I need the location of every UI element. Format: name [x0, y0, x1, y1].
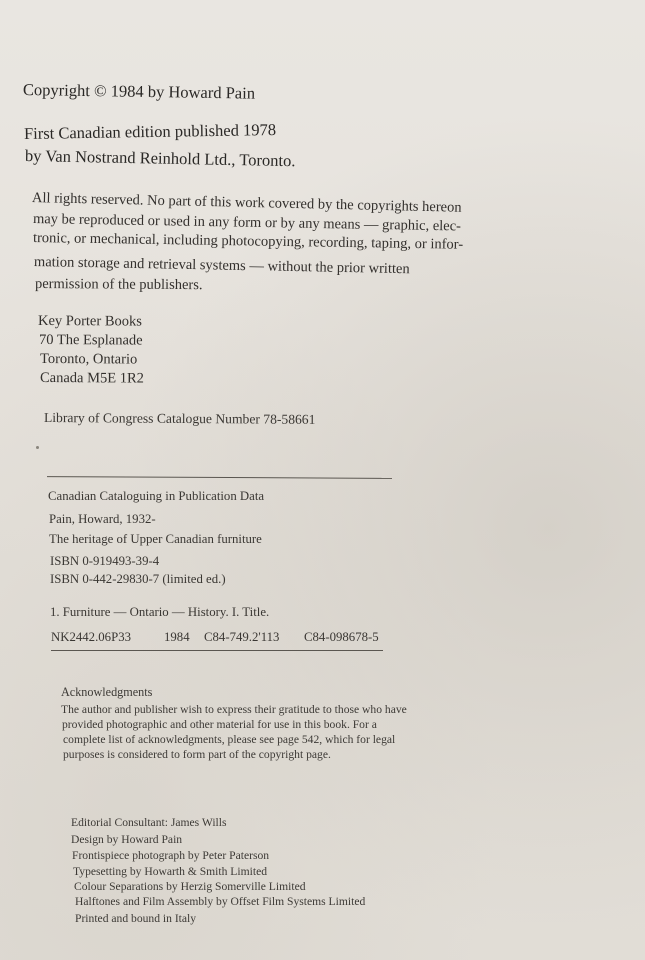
cip-heading: Canadian Cataloguing in Publication Data [48, 489, 265, 503]
credit-line: Editorial Consultant: James Wills [71, 816, 227, 829]
acknowledgments-line: provided photographic and other material for use in this book. For a [62, 718, 377, 731]
acknowledgments-line: The author and publisher wish to express their gratitude to those who have [61, 703, 407, 716]
credit-line: Typesetting by Howarth & Smith Limited [73, 865, 268, 878]
publisher-name: Key Porter Books [37, 313, 142, 330]
cip-isbn-1: ISBN 0-919493-39-4 [50, 554, 160, 568]
publisher-city: Toronto, Ontario [39, 351, 138, 368]
acknowledgments-line: purposes is considered to form part of the copyright page. [63, 748, 331, 761]
cip-bottom-rule [51, 650, 383, 651]
publisher-street: 70 The Esplanade [38, 332, 143, 349]
credit-line: Design by Howard Pain [71, 833, 183, 846]
cip-subjects: 1. Furniture — Ontario — History. I. Title. [50, 605, 270, 619]
credit-line: Frontispiece photograph by Peter Paterson [72, 849, 270, 862]
cip-isbn-2: ISBN 0-442-29830-7 (limited ed.) [50, 572, 226, 586]
acknowledgments-line: complete list of acknowledgments, please see page 542, which for legal [63, 733, 396, 746]
edition-line-1: First Canadian edition published 1978 [23, 120, 277, 143]
credit-line: Colour Separations by Herzig Somerville Limited [74, 880, 306, 893]
cip-top-rule [47, 476, 392, 479]
cip-class-number: NK2442.06P33 [51, 630, 131, 644]
cip-author: Pain, Howard, 1932- [49, 512, 156, 526]
cip-class-dewey: C84-749.2'113 [204, 630, 280, 644]
credit-line: Printed and bound in Italy [75, 912, 197, 925]
publisher-postal: Canada M5E 1R2 [39, 370, 144, 387]
rights-line: All rights reserved. No part of this work covered by the copyrights hereon [31, 190, 462, 216]
rights-line: may be reproduced or used in any form or by any means — graphic, elec- [32, 211, 462, 235]
rights-line: tronic, or mechanical, including photocopying, recording, taping, or infor- [32, 230, 464, 253]
cip-class-control: C84-098678-5 [304, 630, 379, 644]
rights-line: permission of the publishers. [34, 276, 203, 294]
cip-class-year: 1984 [164, 630, 190, 644]
dust-speck [36, 446, 39, 449]
rights-line: mation storage and retrieval systems — without the prior written [33, 254, 410, 278]
acknowledgments-heading: Acknowledgments [61, 685, 153, 699]
credit-line: Halftones and Film Assembly by Offset Film Systems Limited [75, 895, 366, 908]
edition-line-2: by Van Nostrand Reinhold Ltd., Toronto. [24, 146, 296, 171]
library-of-congress-number: Library of Congress Catalogue Number 78-58661 [43, 410, 316, 427]
copyright-line: Copyright © 1984 by Howard Pain [22, 80, 256, 103]
cip-title: The heritage of Upper Canadian furniture [49, 532, 262, 546]
